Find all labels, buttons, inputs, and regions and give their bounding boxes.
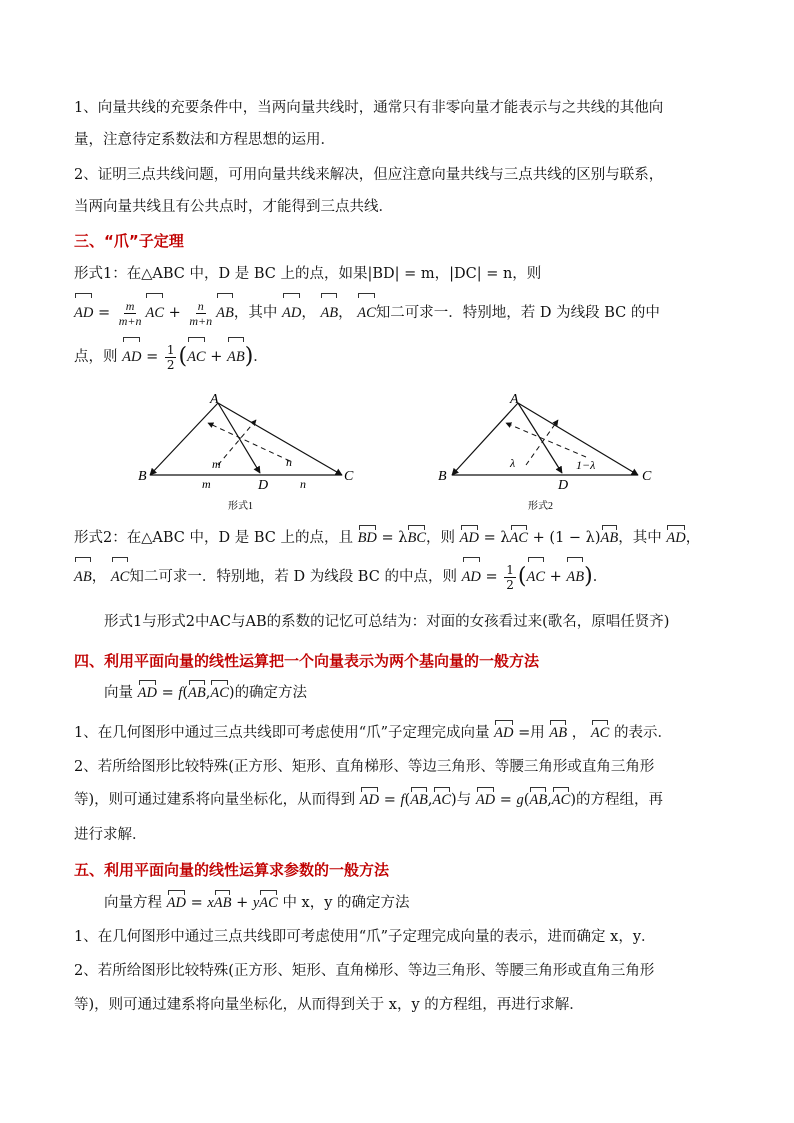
label-B: B: [138, 469, 147, 484]
vector-AC: AC: [187, 340, 206, 374]
vector-AD: AD: [122, 340, 141, 374]
vector-BC: BC: [407, 530, 426, 546]
paragraph: 量，注意待定系数法和方程思想的运用．: [74, 132, 335, 148]
vector-AD: AD: [459, 530, 479, 546]
vector-AB: AB: [566, 560, 584, 594]
vector-AD: AD: [137, 685, 157, 701]
edge-AC: [218, 403, 342, 475]
vector-AC: AC: [145, 296, 164, 330]
paragraph: 2、若所给图形比较特殊(正方形、矩形、直角梯形、等边三角形、等腰三角形或直角三角形: [74, 759, 655, 775]
paragraph: 进行求解．: [74, 827, 147, 843]
figure-caption: 形式1: [228, 501, 253, 512]
section-heading: 五、利用平面向量的线性运算求参数的一般方法: [74, 861, 390, 879]
label-m: m: [212, 457, 221, 471]
vector-AB: AB: [529, 792, 548, 808]
vector-AB: AB: [549, 725, 568, 741]
vector-BD: BD: [357, 530, 377, 546]
form2-line2: AB， AC知二可求一．特别地，若 D 为线段 BC 的中点，则 AD = $\frac{1}{2}$ (AC + AB)．: [74, 560, 607, 594]
fraction: $\frac{1}{2}$: [506, 562, 514, 592]
edge-AB: [452, 403, 518, 475]
paragraph: 等)，则可通过建系将向量坐标化，从而得到关于 x，y 的方程组，再进行求解．: [74, 997, 584, 1013]
form1-lead: 形式1：在△ABC 中，D 是 BC 上的点，如果|BD| = m，|DC| = n，则: [74, 266, 542, 282]
vector-AD: AD: [359, 792, 380, 808]
label-m: m: [202, 477, 211, 491]
label-n: n: [286, 455, 292, 469]
sec5-sub: 向量方程 AD = xAB + yAC 中 x，y 的确定方法: [104, 895, 410, 911]
fraction: $\frac{n}{m+n}$: [189, 298, 213, 328]
vector-AC: AC: [111, 560, 130, 594]
vector-AC: AC: [357, 296, 376, 330]
label-B: B: [438, 469, 447, 484]
label-C: C: [344, 469, 354, 484]
figure-form1: [130, 385, 370, 520]
vector-AC: AC: [527, 560, 546, 594]
vector-AB: AB: [410, 792, 428, 808]
vector-AC: AC: [210, 685, 229, 701]
paragraph: 2、若所给图形比较特殊(正方形、矩形、直角梯形、等边三角形、等腰三角形或直角三角形: [74, 963, 655, 979]
vector-AC: AC: [509, 530, 529, 546]
paragraph: 2、证明三点共线问题，可用向量共线来解决，但应注意向量共线与三点共线的区别与联系，: [74, 167, 664, 183]
label-one-minus-lambda: 1−λ: [576, 458, 596, 472]
label-n: n: [300, 477, 306, 491]
vector-AB: AB: [227, 340, 245, 374]
vector-AB: AB: [74, 560, 92, 594]
vector-AB: AB: [216, 296, 234, 330]
median-AD: [518, 403, 562, 473]
vector-AD: AD: [462, 560, 481, 594]
section-heading: 三、“爪”子定理: [74, 232, 184, 250]
sec4-p1: 1、在几何图形中通过三点共线即可考虑使用“爪”子定理完成向量 AD =用 AB ， AC 的表示．: [74, 725, 672, 741]
figure-form2: [430, 385, 670, 520]
vector-AC: AC: [551, 792, 571, 808]
vector-AD: AD: [475, 792, 496, 808]
dashed-arrow: [218, 420, 256, 465]
vector-AC: AC: [259, 895, 278, 911]
paragraph: 1、在几何图形中通过三点共线即可考虑使用“爪”子定理完成向量的表示，进而确定 x，y．: [74, 929, 656, 945]
dashed-arrow: [506, 423, 586, 457]
vector-AD: AD: [494, 725, 514, 741]
vector-AB: AB: [213, 895, 232, 911]
memo-line: 形式1与形式2中AC与AB的系数的记忆可总结为：对面的女孩看过来(歌名，原唱任贤齐): [104, 614, 670, 630]
paragraph: 当两向量共线且有公共点时，才能得到三点共线．: [74, 199, 393, 215]
edge-AB: [150, 403, 218, 475]
label-lambda: λ: [510, 456, 516, 470]
median-AD: [218, 403, 260, 473]
vector-AD: AD: [282, 296, 301, 330]
fraction: $\frac{1}{2}$: [166, 342, 175, 372]
form2-lead: 形式2：在△ABC 中，D 是 BC 上的点，且 BD = λBC，则 AD = λAC + (1 − λ)AB，其中 AD，: [74, 530, 701, 546]
label-C: C: [642, 469, 652, 484]
vector-AB: AB: [320, 296, 338, 330]
form1-midpoint: 点，则 AD = $\frac{1}{2}$ (AC + AB)．: [74, 340, 268, 374]
paragraph: 1、向量共线的充要条件中，当两向量共线时，通常只有非零向量才能表示与之共线的其他向: [74, 100, 664, 116]
section-heading: 四、利用平面向量的线性运算把一个向量表示为两个基向量的一般方法: [74, 652, 540, 670]
figure-caption: 形式2: [528, 501, 553, 512]
vector-AD: AD: [666, 530, 686, 546]
vector-AD: AD: [166, 895, 186, 911]
vector-AC: AC: [590, 725, 610, 741]
sec4-sub: 向量 AD = f(AB,AC)的确定方法: [104, 685, 308, 701]
vector-AD: AD: [74, 296, 93, 330]
vector-AC: AC: [432, 792, 452, 808]
label-D: D: [258, 478, 269, 493]
label-A: A: [510, 392, 519, 407]
label-D: D: [558, 478, 569, 493]
vector-AB: AB: [188, 685, 206, 701]
form1-formula: AD = $\frac{m}{m+n}$ AC + $\frac{n}{m+n}$ AB，其中 AD， AB， AC知二可求一．特别地，若 D 为线段 BC 的中: [74, 296, 660, 330]
vector-AB: AB: [600, 530, 619, 546]
fraction: $\frac{m}{m+n}$: [118, 298, 142, 328]
label-A: A: [210, 392, 219, 407]
sec4-p2b: 等)，则可通过建系将向量坐标化，从而得到 AD = f(AB,AC)与 AD = g(AB,AC)的方程组，再: [74, 792, 663, 808]
